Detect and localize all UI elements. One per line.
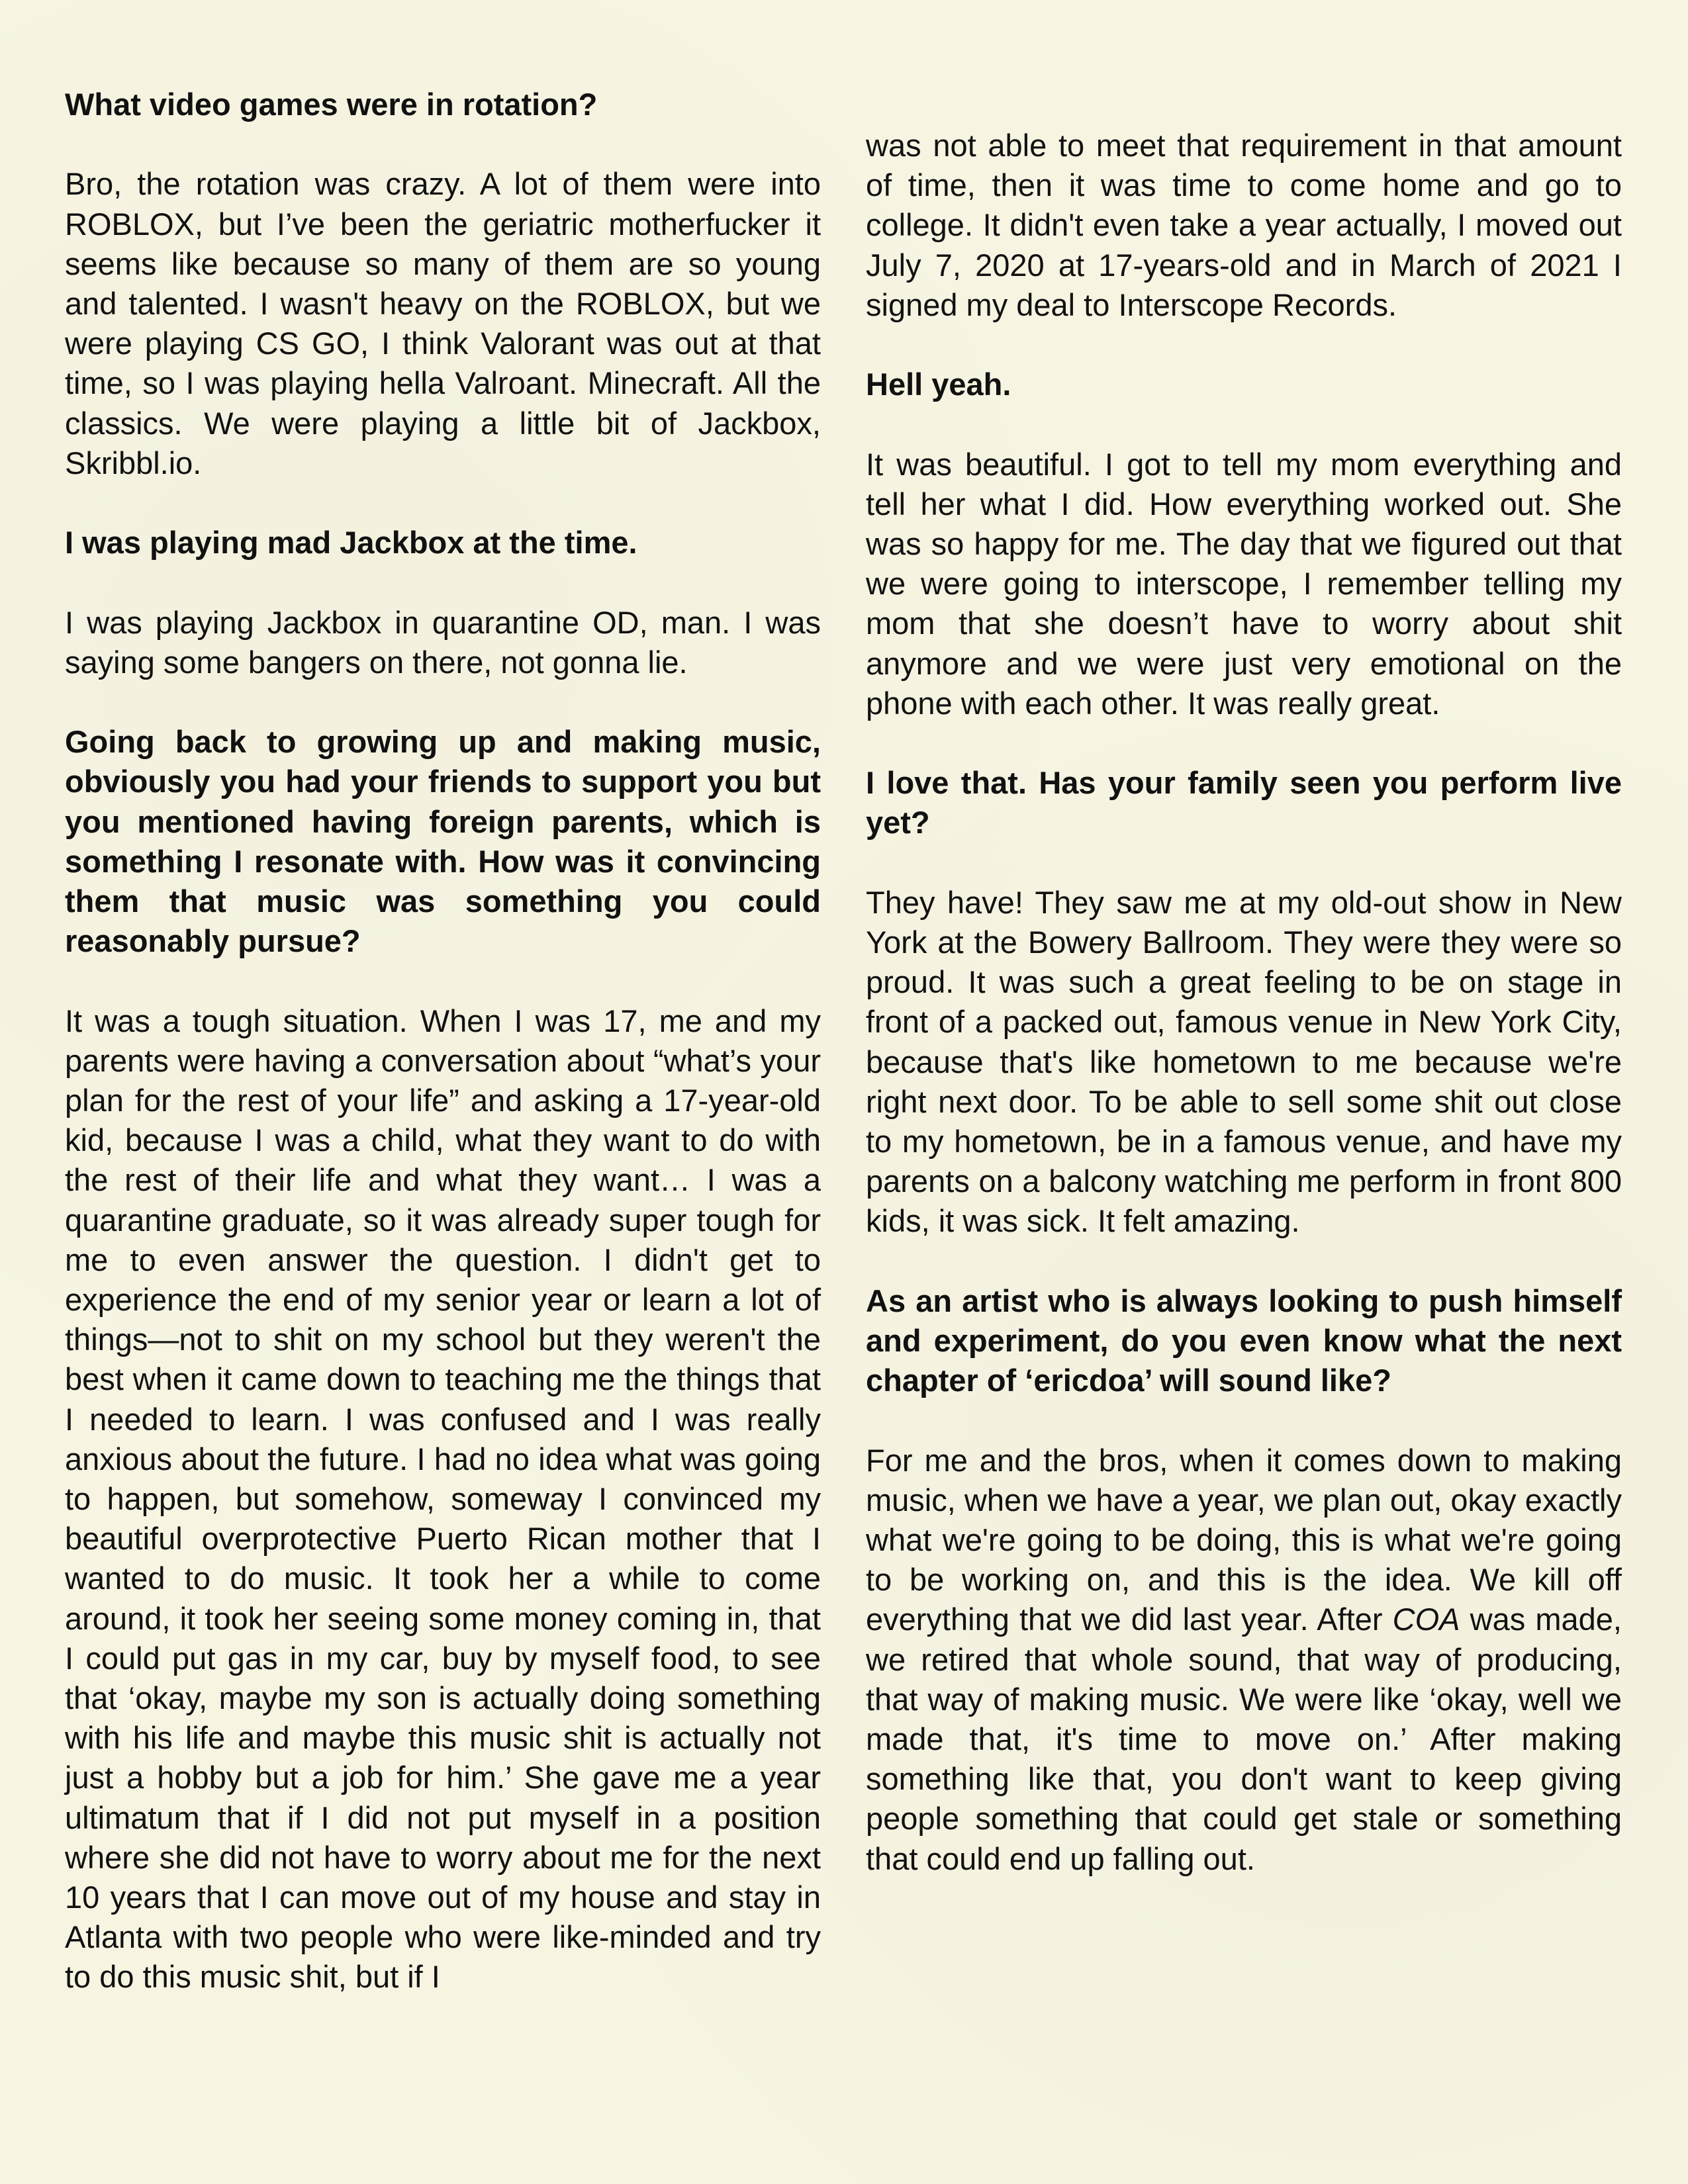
album-title-coa: COA (1392, 1602, 1460, 1637)
answer-video-games: Bro, the rotation was crazy. A lot of them were into ROBLOX, but I’ve been the geriatric motherfucker it seems like because so many of them are so young and talented. I wasn't heavy on the ROBLOX, but we were playing CS GO, I think Valorant was out at that time, so I was playing hella Valroant. Minecraft. All the classics. We were playing a little bit of Jackbox, Skribbl.io. (65, 166, 821, 480)
answer-next-chapter-part1: For me and the bros, when it comes down to making music, when we have a year, we plan out, okay exactly what we're going to be doing, this is what we're going to be working on, and this is the idea. We kill off everything that we did last year. After (866, 1442, 1622, 1637)
question-foreign-parents: Going back to growing up and making music, obviously you had your friends to support you but you mentioned having foreign parents, which is something I resonate with. How was it convincing them that music was something you could reasonably pursue? (65, 724, 821, 959)
right-column (866, 126, 1622, 1879)
left-column (65, 85, 821, 1997)
answer-next-chapter-part2: was made, we retired that whole sound, that way of producing, that way of making music. We were like ‘okay, well we made that, it's time to move on.’ After making something like that, you don't want to keep giving people something that could get stale or something that could end up falling out. (866, 1602, 1622, 1876)
question-video-games: What video games were in rotation? (65, 87, 598, 122)
question-next-chapter: As an artist who is always looking to push himself and experiment, do you even know what the next chapter of ‘ericdoa’ will sound like? (866, 1283, 1622, 1398)
answer-family-performance: They have! They saw me at my old-out show in New York at the Bowery Ballroom. They were they were so proud. It was such a great feeling to be on stage in front of a packed out, famous venue in New York City, because that's like hometown to me because we're right next door. To be able to sell some shit out close to my hometown, be in a famous venue, and have my parents on a balcony watching me perform in front 800 kids, it was sick. It felt amazing. (866, 884, 1622, 1239)
answer-foreign-parents-continued: was not able to meet that requirement in that amount of time, then it was time to come home and go to college. It didn't even take a year actually, I moved out July 7, 2020 at 17-years-old and in March of 2021 I signed my deal to Interscope Records. (866, 128, 1622, 322)
question-family-performance: I love that. Has your family seen you perform live yet? (866, 765, 1622, 841)
question-jackbox: I was playing mad Jackbox at the time. (65, 525, 637, 561)
question-hell-yeah: Hell yeah. (866, 367, 1011, 402)
answer-hell-yeah: It was beautiful. I got to tell my mom everything and tell her what I did. How everything worked out. She was so happy for me. The day that we figured out that we were going to interscope, I remember telling my mom that she doesn’t have to worry about shit anymore and we were just very emotional on the phone with each other. It was really great. (866, 446, 1622, 721)
answer-foreign-parents: It was a tough situation. When I was 17, me and my parents were having a conversation about “what’s your plan for the rest of your life” and asking a 17-year-old kid, because I was a child, what they want to do with the rest of their life and what they want… I was a quarantine graduate, so it was already super tough for me to even answer the question. I didn't get to experience the end of my senior year or learn a lot of things—not to shit on my school but they weren't the best when it came down to teaching me the things that I needed to learn. I was confused and I was really anxious about the future. I had no idea what was going to happen, but somehow, someway I convinced my beautiful overprotective Puerto Rican mother that I wanted to do music. It took her a while to come around, it took her seeing some money coming in, that I could put gas in my car, buy by myself food, to see that ‘okay, maybe my son is actually doing something with his life and maybe this music shit is actually not just a hobby but a job for him.’ She gave me a year ultimatum that if I did not put myself in a position where she did not have to worry about me for the next 10 years that I can move out of my house and stay in Atlanta with two people who were like-minded and try to do this music shit, but if I (65, 1003, 821, 1995)
answer-next-chapter (866, 1441, 1622, 1879)
answer-jackbox: I was playing Jackbox in quarantine OD, man. I was saying some bangers on there, not gonna lie. (65, 604, 821, 680)
